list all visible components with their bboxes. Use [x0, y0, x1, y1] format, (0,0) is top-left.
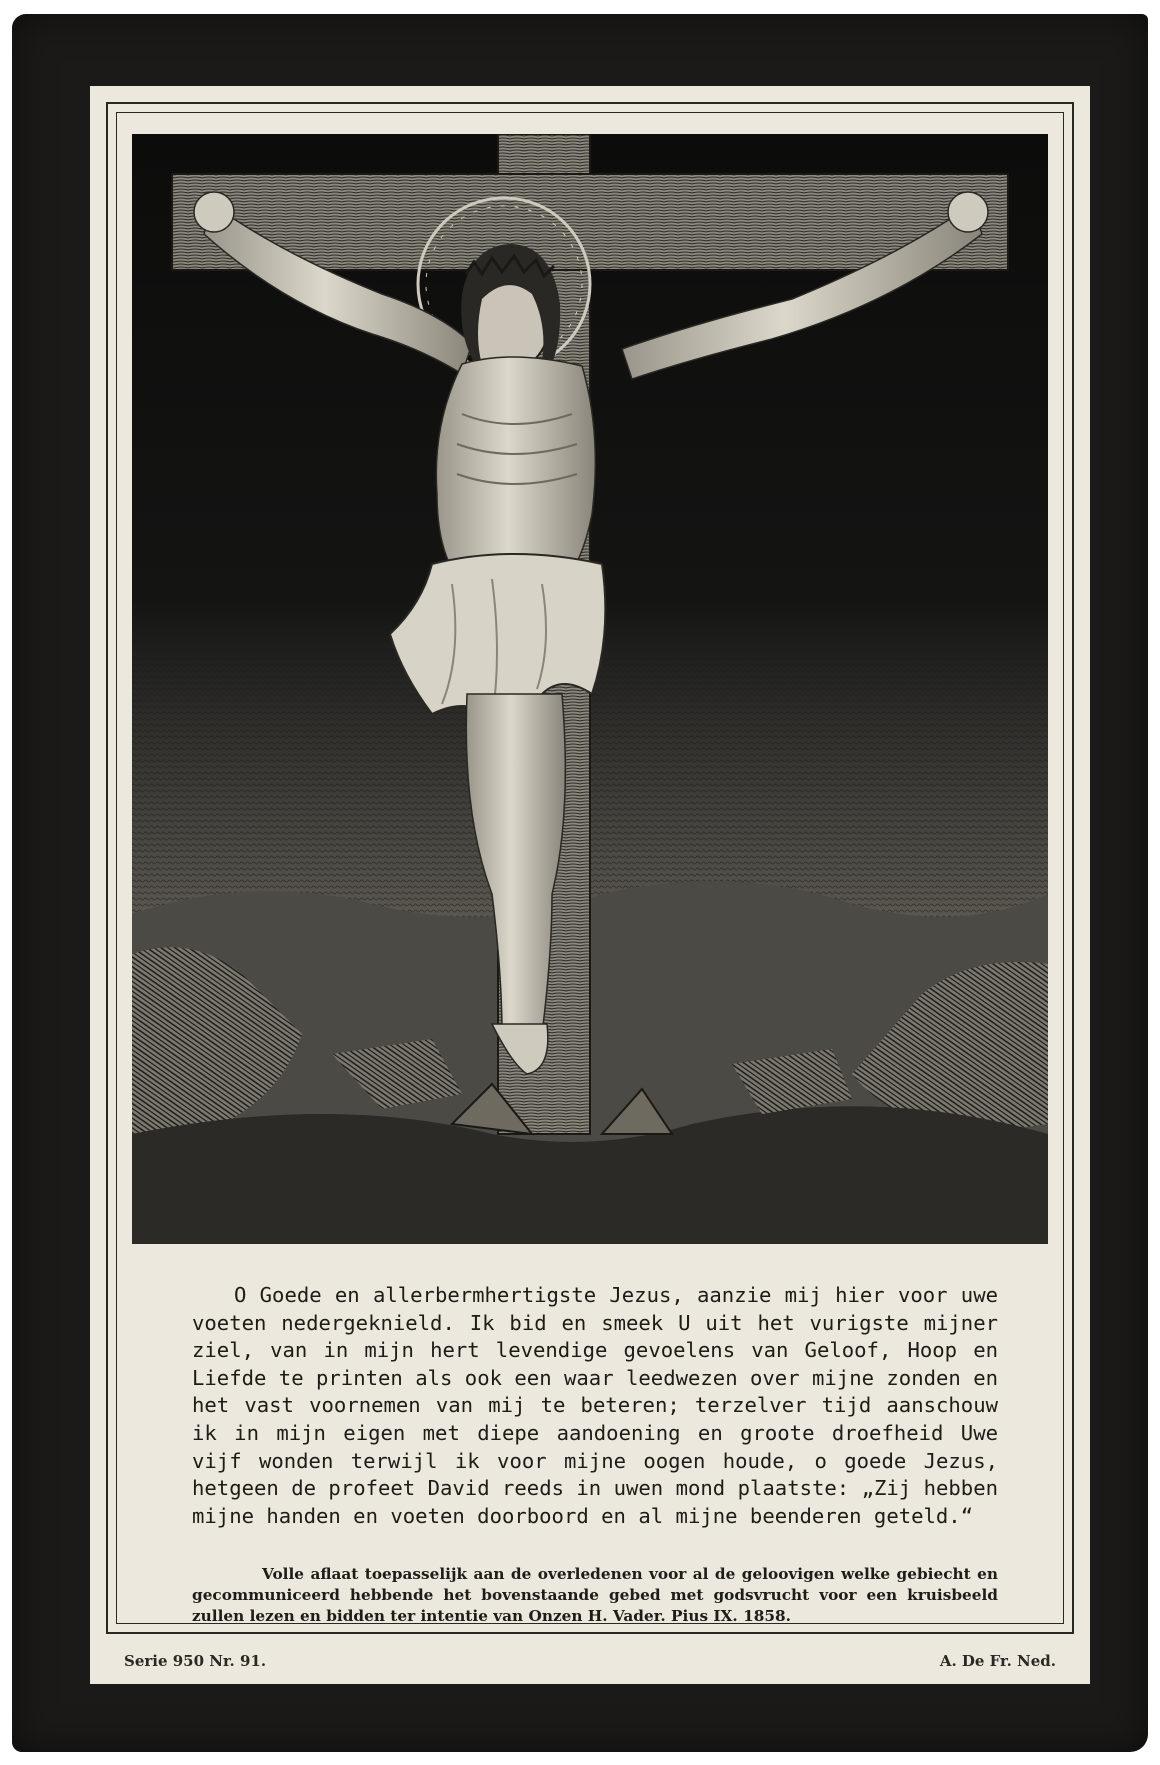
crucifixion-engraving	[132, 134, 1048, 1244]
right-hand	[948, 192, 988, 232]
publisher-mark: A. De Fr. Ned.	[939, 1652, 1056, 1670]
indulgence-note: Volle aflaat toepasselijk aan de overledenen voor al de geloovigen welke gebiecht en gecommuniceerd hebbende het bovenstaande gebed met godsvrucht voor een kruisbeeld zullen lezen en bidden ter intentie van Onzen H. Vader. Pius IX. 1858.	[192, 1565, 998, 1625]
prayer-section	[132, 1260, 1048, 1625]
left-hand	[194, 192, 234, 232]
card-paper	[90, 86, 1090, 1684]
memorial-card	[12, 14, 1148, 1752]
series-number: Serie 950 Nr. 91.	[124, 1652, 267, 1670]
prayer-text: O Goede en allerbermhertigste Jezus, aanzie mij hier voor uwe voeten nedergeknield. Ik bid en smeek U uit het vurigste mijner ziel, van in mijn hert levendige gevoelens van Geloof, Hoop en Liefde te printen als ook een waar leedwezen over mijne zonden en het vast voornemen van mij te beteren; terzelver tijd aanschouw ik in mijn eigen met diepe aandoening en groote droefheid Uwe vijf wonden terwijl ik voor mijne oogen houde, o goede Jezus, hetgeen de profeet David reeds in uwen mond plaatste: „Zij hebben mijne handen en voeten doorboord en al mijne beenderen geteld.“	[192, 1283, 998, 1528]
torso	[436, 357, 595, 584]
